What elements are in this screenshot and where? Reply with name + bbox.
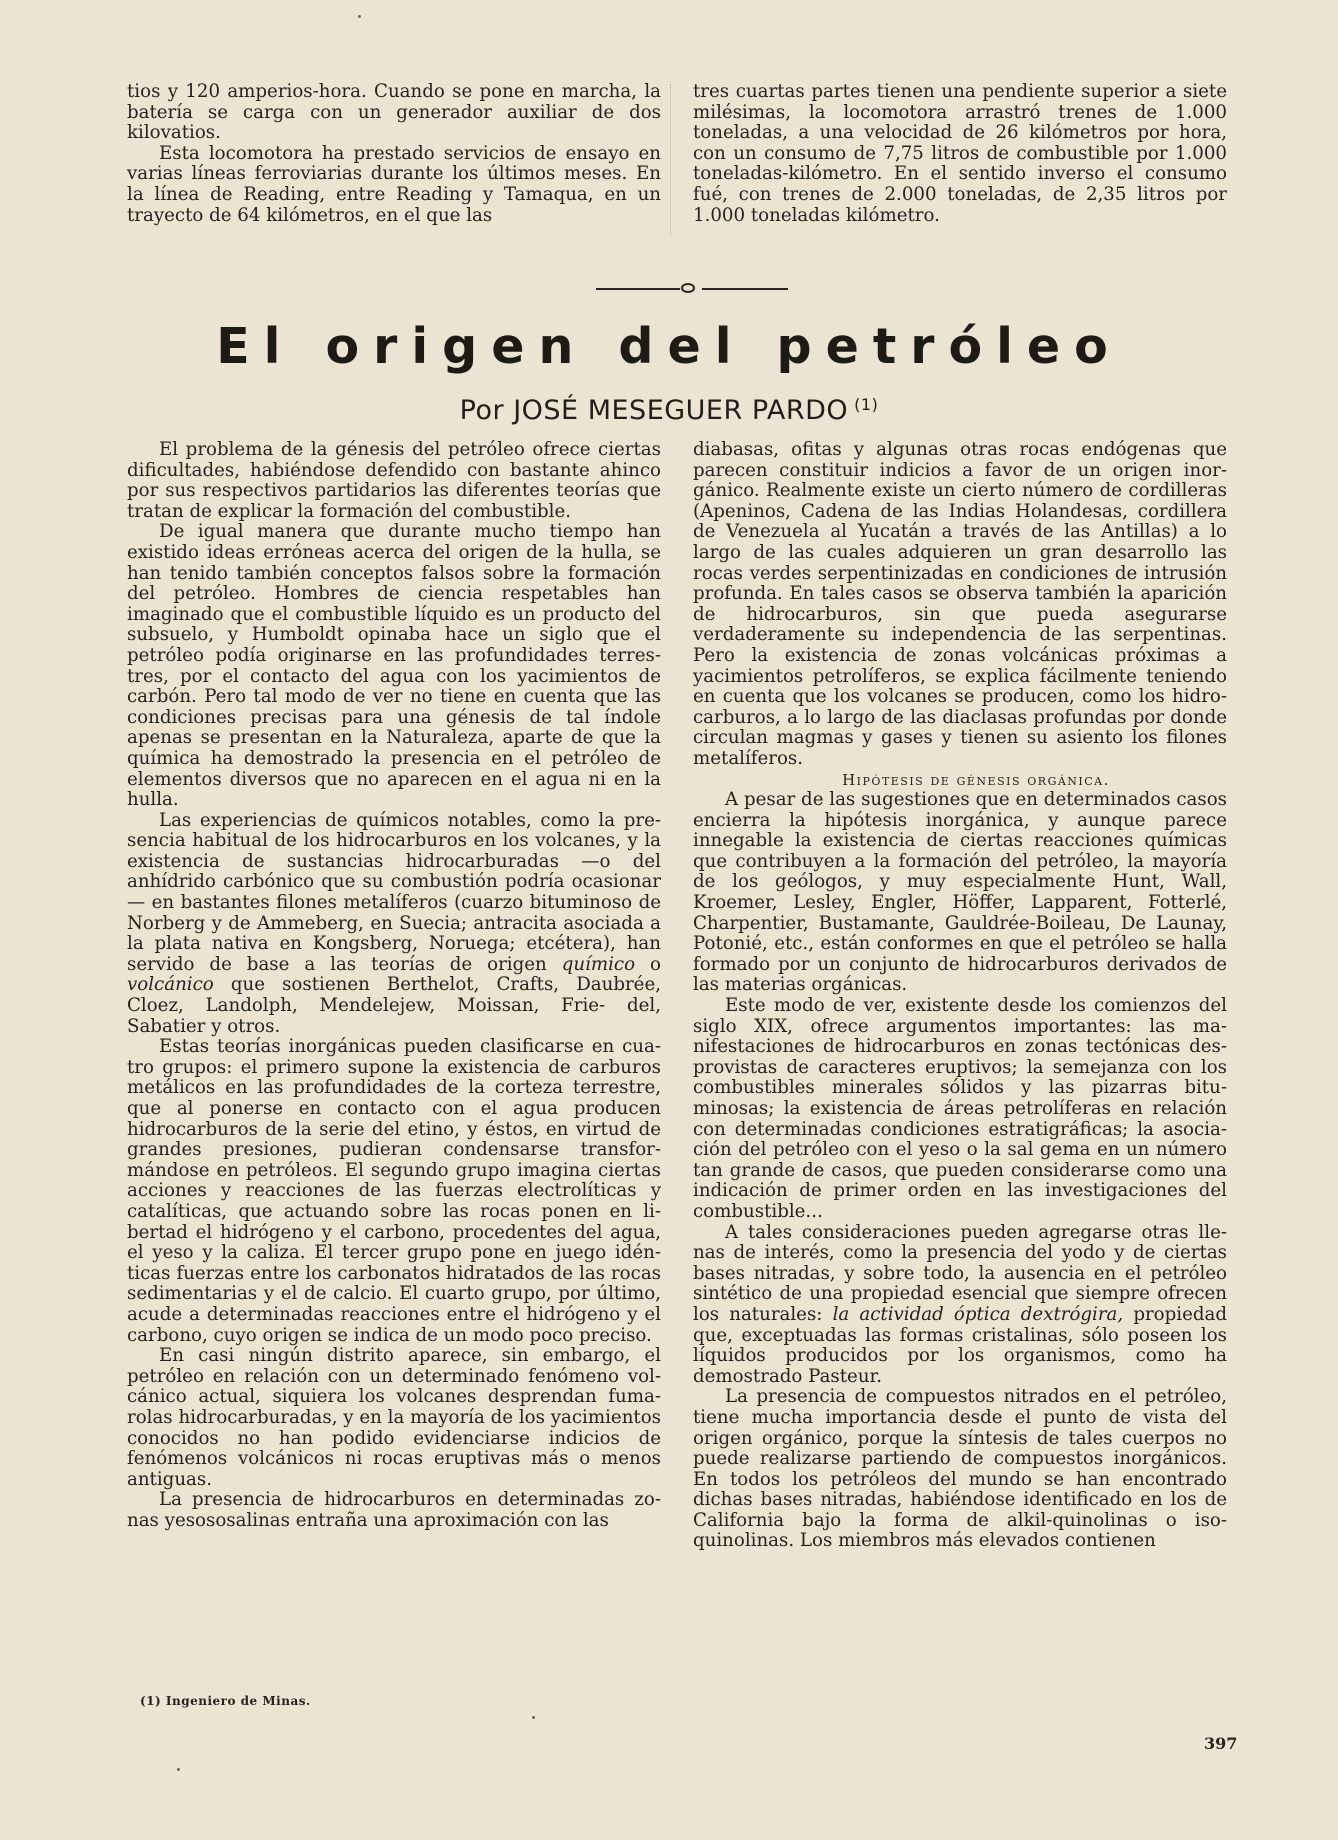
page-number: 397 bbox=[1204, 1734, 1238, 1753]
conjunction: o bbox=[650, 953, 661, 975]
article-paragraph: De igual manera que durante mucho tiempo han existido ideas erróneas acerca del origen de la hulla, se han tenido también conceptos falsos sobre la formación del petróleo. Hombres de ciencia respetables han imaginado que el combustible líquido es un producto del subsuelo, y Humboldt opinaba hace un siglo que el petróleo podía originarse en las profundidades terrestres, por el contacto del agua con los yacimientos de carbón. Pero tal modo de ver no tiene en cuenta que las condiciones precisas para una génesis de tal índole apenas se presentan en la Naturaleza, aparte de que la química ha demostrado la presencia en el petróleo de elementos diversos que no aparecen en el agua ni en la hulla. bbox=[127, 521, 661, 811]
section-divider bbox=[596, 283, 788, 295]
article-paragraph: Estas teorías inorgánicas pueden clasificarse en cuatro grupos: el primero supone la existencia de carburos metálicos en las profundidades de la corteza terrestre, que al ponerse en contacto con el agua producen hidrocarburos de la serie del etino, y éstos, en virtud de grandes presiones, pudieran condensarse transformándose en petróleos. El segundo grupo imagina ciertas acciones y reacciones de las fuerzas electrolíticas y catalíticas, que actuando sobre las rocas ponen en libertad el hidrógeno y el carbono, procedentes del agua, el yeso y la caliza. El tercer grupo pone en juego idénticas fuerzas entre los carbonatos hidratados de las rocas sedimentarias y el de calcio. El cuarto grupo, por último, acude a determinadas reacciones entre el hidrógeno y el carbono, cuyo origen se indica de un modo poco preciso. bbox=[127, 1036, 661, 1346]
article-paragraph: La presencia de hidrocarburos en determinadas zonas yesososalinas entraña una aproximación con las bbox=[127, 1489, 661, 1531]
paragraph-text: Las experiencias de químicos notables, como la presencia habitual de los hidrocarburos en los volcanes, y la existencia de sustancias hidrocarburadas —o del anhídrido carbónico que su combustión podría ocasionar— en bastantes filones metalíferos (cuarzo bituminoso de Norberg y de Ammeberg, en Suecia; antracita asociada a la plata nativa en Kongsberg, Noruega; etcétera), han servido de base a las teorías de origen bbox=[127, 809, 661, 975]
article-paragraph: En casi ningún distrito aparece, sin embargo, el petróleo en relación con un determinado fenómeno volcánico actual, siquiera los volcanes desprendan fumarolas hidrocarburadas, y en la mayoría de los yacimientos conocidos no han podido evidenciarse indicios de fenómenos volcánicos ni rocas eruptivas más o menos antiguas. bbox=[127, 1345, 661, 1490]
article-paragraph bbox=[127, 811, 661, 1038]
author-name: JOSÉ MESEGUER PARDO bbox=[513, 395, 849, 426]
article-paragraph: diabasas, ofitas y algunas otras rocas endógenas que parecen constituir indicios a favor de un origen inorgánico. Realmente existe un cierto número de cordilleras (Apeninos, Cadena de las Indias Holandesas, cordillera de Venezuela al Yucatán a través de las Antillas) a lo largo de las cuales adquieren un gran desarrollo las rocas verdes serpentinizadas en condiciones de intrusión profunda. En tales casos se observa también la aparición de hidrocarburos, sin que pueda asegurarse verdaderamente su independencia de las serpentinas. Pero la existencia de zonas volcánicas próximas a yacimientos petrolíferos, se explica fácilmente teniendo en cuenta que los volcanes se producen, como los hidrocarburos, a lo largo de las diaclasas profundas por donde circulan magmas y gases y tienen su asiento los filones metalíferos. bbox=[693, 439, 1227, 769]
divider-ornament bbox=[681, 283, 695, 293]
top-left-paragraph: tios y 120 amperios-hora. Cuando se pone en marcha, la batería se carga con un generador auxiliar de dos kilovatios. bbox=[127, 81, 661, 144]
print-speck bbox=[358, 15, 361, 18]
paragraph-text: que sostienen Berthelot, Crafts, Daubrée, Cloez, Landolph, Mendelejew, Moissan, Frie- bbox=[127, 974, 661, 1017]
paragraph-text: A tales consideraciones pueden agregarse otras llenas de interés, como la presencia del yodo y de ciertas bases nitradas, y sobre todo, la ausencia en el petróleo sintético de una propiedad esencial que siempre ofrecen los naturales: bbox=[693, 1221, 1227, 1325]
section-heading: Hipótesis de génesis orgánica. bbox=[842, 770, 1110, 789]
print-speck bbox=[532, 1716, 535, 1719]
paragraph-text: propiedad que, exceptuadas las formas cristalinas, sólo poseen los líquidos producidos por los organismos, como ha demostrado Pasteur. bbox=[693, 1303, 1227, 1387]
footnote: (1) Ingeniero de Minas. bbox=[140, 1694, 311, 1708]
top-right-column bbox=[693, 82, 1227, 226]
article-paragraph: La presencia de compuestos nitrados en el petróleo, tiene mucha importancia desde el punto de vista del origen orgánico, porque la síntesis de tales cuerpos no puede realizarse partiendo de compuestos inorgánicos. En todos los petróleos del mundo se han encontrado dichas bases nitradas, habiéndose identificado en los de California bajo la forma de alkil-quinolinas o iso-quinolinas. Los miembros más elevados contienen bbox=[693, 1386, 1227, 1552]
top-left-paragraph: Esta locomotora ha prestado servicios de ensayo en varias líneas ferroviarias durante los últimos meses. En la línea de Reading, entre Reading y Tamaqua, en un trayecto de 64 kilómetros, en el que las bbox=[127, 142, 661, 226]
divider-line-left bbox=[596, 288, 680, 290]
article-right-column bbox=[693, 440, 1227, 1552]
italic-term: la actividad óptica dextrógira, bbox=[832, 1303, 1124, 1325]
byline-prefix: Por bbox=[459, 395, 505, 426]
italic-term: volcánico bbox=[127, 974, 214, 996]
article-paragraph: A pesar de las sugestiones que en determinados casos encierra la hipótesis inorgánica, y aunque parece innegable la existencia de ciertas reacciones químicas que contribuyen a la formación del petróleo, la mayoría de los geólogos, y muy especialmente Hunt, Wall, Kroemer, Lesley, Engler, Höffer, Lapparent, Fotterlé, Charpentier, Bustamante, Gauldrée-Boileau, De Launay, Potonié, etc., están conformes en que el petróleo se halla formado por un conjunto de hidrocarburos derivados de las materias orgánicas. bbox=[693, 789, 1227, 996]
article-paragraph: Este modo de ver, existente desde los comienzos del siglo XIX, ofrece argumentos importantes: las manifestaciones de hidrocarburos en zonas tectónicas desprovistas de caracteres eruptivos; la semejanza con los combustibles minerales sólidos y las pizarras bituminosas; la existencia de áreas petrolíferas en relación con determinadas condiciones estratigráficas; la asociación del petróleo con el yeso o la sal gema en un número tan grande de casos, que pueden considerarse como una indicación de primer orden en las investigaciones del combustible... bbox=[693, 995, 1227, 1222]
byline bbox=[0, 395, 1338, 426]
article-paragraph bbox=[693, 1223, 1227, 1388]
article-left-column bbox=[127, 440, 661, 1531]
article-title: El origen del petróleo bbox=[216, 318, 1122, 375]
column-rule bbox=[670, 84, 671, 236]
print-speck bbox=[177, 1768, 180, 1771]
italic-term: químico bbox=[561, 953, 636, 975]
top-left-column bbox=[127, 82, 661, 226]
divider-line-right bbox=[702, 288, 788, 290]
top-right-paragraph: tres cuartas partes tienen una pendiente superior a siete milésimas, la locomotora arrastró trenes de 1.000 toneladas, a una velocidad de 26 kilómetros por hora, con un consumo de 7,75 litros de combustible por 1.000 toneladas-kilómetro. En el sentido inverso el consumo fué, con trenes de 2.000 toneladas, de 2,35 litros por 1.000 toneladas kilómetro. bbox=[693, 81, 1227, 226]
footnote-marker: (1) bbox=[854, 395, 879, 414]
article-paragraph: El problema de la génesis del petróleo ofrece ciertas dificultades, habiéndose defendido con bastante ahinco por sus respectivos partidarios las diferentes teorías que tratan de explicar la formación del combustible. bbox=[127, 439, 661, 522]
paragraph-text: del, Sabatier y otros. bbox=[127, 995, 661, 1037]
